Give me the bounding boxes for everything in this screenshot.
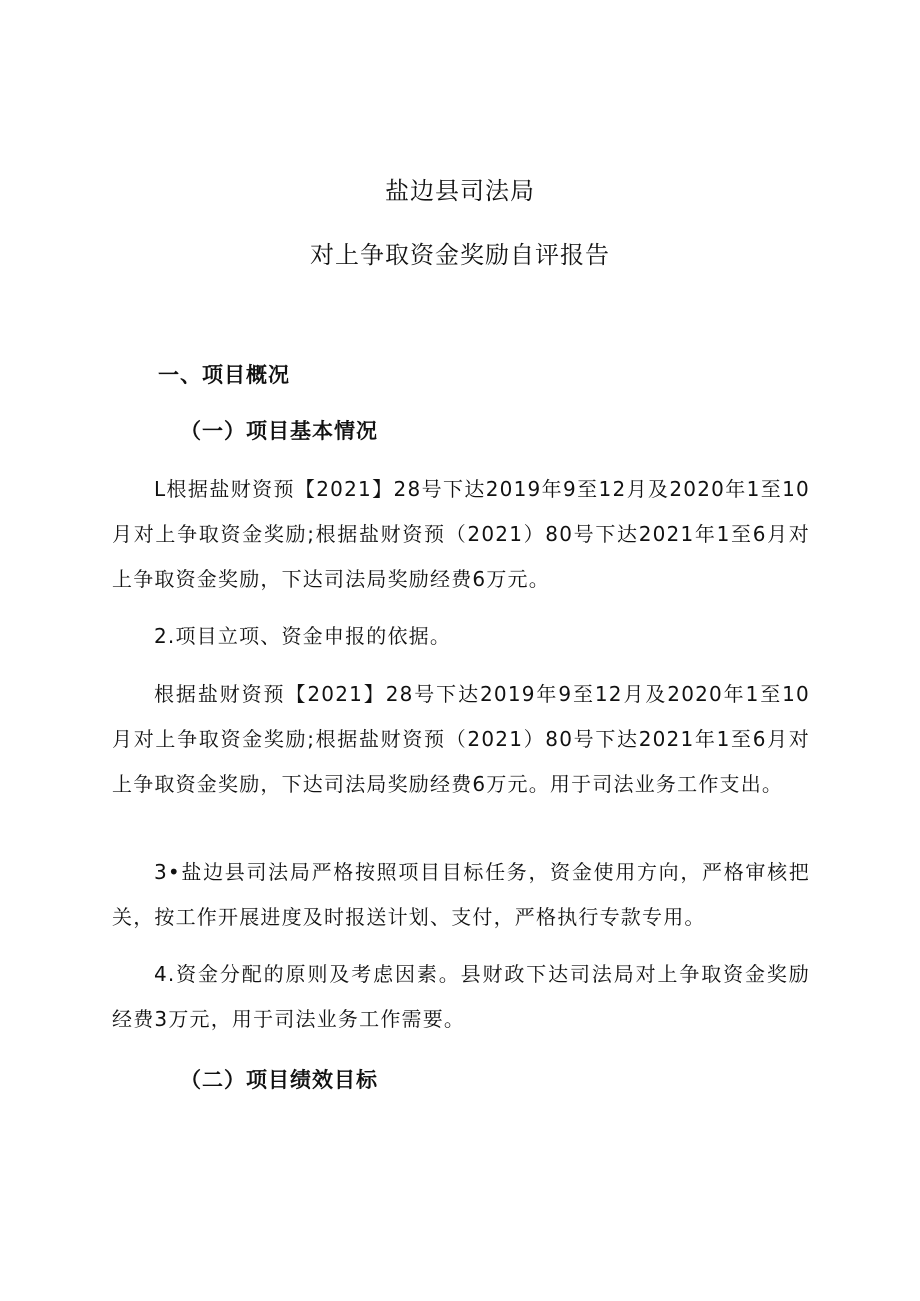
section-heading-project-overview: 一、项目概况: [158, 363, 290, 387]
document-title-line2: 对上争取资金奖励自评报告: [310, 241, 610, 269]
subsection-heading-basic-info: （一）项目基本情况: [180, 419, 378, 443]
paragraph-2: 2.项目立项、资金申报的依据。: [154, 624, 452, 648]
subsection-heading-performance-goals: （二）项目绩效目标: [180, 1068, 378, 1092]
paragraph-1: L根据盐财资预【2021】28号下达2019年9至12月及2020年1至10月对上争取资金奖励;根据盐财资预（2021）80号下达2021年1至6月对上争取资金奖励，下达司法局奖励经费6万元。: [112, 477, 810, 591]
paragraph-5: 4.资金分配的原则及考虑因素。县财政下达司法局对上争取资金奖励经费3万元，用于司法业务工作需要。: [112, 962, 810, 1031]
document-title-line1: 盐边县司法局: [385, 177, 535, 205]
paragraph-3: 根据盐财资预【2021】28号下达2019年9至12月及2020年1至10月对上争取资金奖励;根据盐财资预（2021）80号下达2021年1至6月对上争取资金奖励，下达司法局奖励经费6万元。用于司法业务工作支出。: [112, 682, 810, 796]
paragraph-4: 3•盐边县司法局严格按照项目目标任务，资金使用方向，严格审核把关，按工作开展进度及时报送计划、支付，严格执行专款专用。: [112, 860, 810, 929]
